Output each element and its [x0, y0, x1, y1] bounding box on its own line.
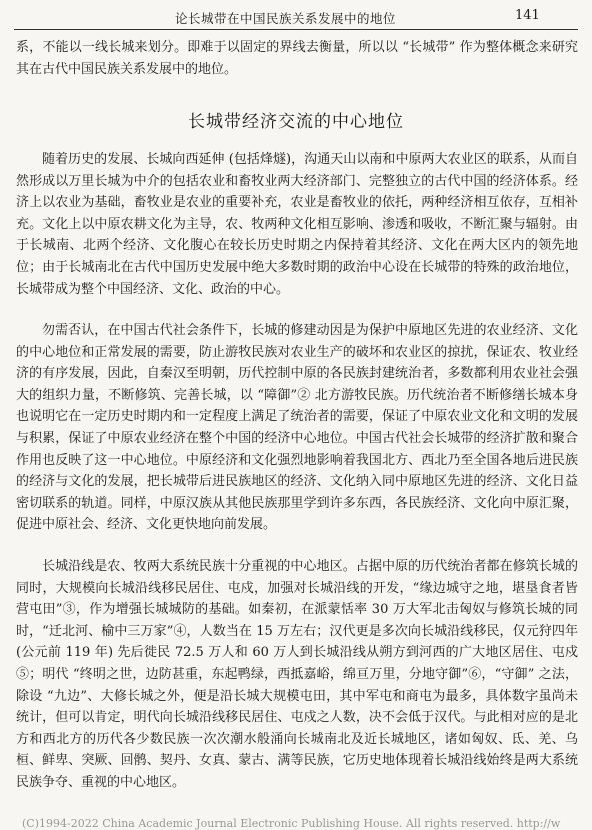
intro-paragraph: 系，不能以一线长城来划分。即难于以固定的界线去衡量，所以以 “长城带” 作为整体概念来研究其在古代中国民族关系发展中的地位。	[16, 40, 578, 77]
copyright-footer: (C)1994-2022 China Academic Journal Electronic Publishing House. All rights reserved. http://w	[22, 817, 561, 830]
page-header	[0, 0, 592, 30]
running-title: 论长城带在中国民族关系发展中的地位	[175, 11, 397, 26]
header-rule	[14, 29, 578, 30]
paragraph-1: 随着历史的发展、长城向西延伸 (包括烽燧)，沟通天山以南和中原两大农业区的联系，从而自然形成以万里长城为中介的包括农业和畜牧业两大经济部门、完整独立的古代中国的经济体系。经济上以农业为基础，畜牧业是农业的重要补充，农业是畜牧业的依托，两种经济相互依存，互相补充。文化上以中原农耕文化为主导，农、牧两种文化相互影响、渗透和吸收，不断汇聚与辐射。由于长城南、北两个经济、文化腹心在较长历史时期之内保持着其经济、文化在两大区内的领先地位；由于长城南北在古代中国历史发展中绝大多数时期的政治中心设在长城带的特殊的政治地位，长城带成为整个中国经济、文化、政治的中心。	[16, 152, 578, 297]
section-heading: 长城带经济交流的中心地位	[188, 112, 404, 132]
page-number: 141	[515, 8, 540, 23]
paragraph-3: 长城沿线是农、牧两大系统民族十分重视的中心地区。占据中原的历代统治者都在修筑长城的同时，大规模向长城沿线移民居住、屯戍，加强对长城沿线的开发，“缘边城守之地，堪垦食者皆营屯田”③，作为增强长城城防的基础。如秦初，在派蒙恬率 30 万大军北击匈奴与修筑长城的同时，“迁北河、榆中三万家”④，人数当在 15 万左右；汉代更是多次向长城沿线移民，仅元狩四年 (公元前 119 年) 先后徙民 72.5 万人和 60 万人到长城沿线从朔方到河西的广大地区居住、屯戍⑤；明代 “终明之世，边防甚重，东起鸭绿，西抵嘉峪，绵亘万里，分地守御”⑥，“守御” 之法，除设 “九边”、大修长城之外，便是沿长城大规模屯田，其中军屯和商屯为最多，具体数字虽尚未统计，但可以肯定，明代向长城沿线移民居住、屯戍之人数，决不会低于汉代。与此相对应的是北方和西北方的历代各少数民族一次次潮水般涌向长城南北及近长城地区，诸如匈奴、氐、羌、乌桓、鲜卑、突厥、回鹘、契丹、女真、蒙古、满等民族，它历史地体现着长城沿线始终是两大系统民族争夺、重视的中心地区。	[16, 559, 578, 790]
paragraph-2: 勿需否认，在中国古代社会条件下，长城的修建动因是为保护中原地区先进的农业经济、文化的中心地位和正常发展的需要，防止游牧民族对农业生产的破坏和农业区的掠扰，保证农、牧业经济的有序发展，因此，自秦汉至明朝，历代控制中原的各民族封建统治者，多数都利用农业社会强大的组织力量，不断修筑、完善长城，以 “障御”② 北方游牧民族。历代统治者不断修缮长城本身也说明它在一定历史时期内和一定程度上满足了统治者的需要，保证了中原农业文化和文明的发展与积累，保证了中原农业经济在整个中国的经济中心地位。中国古代社会长城带的经济扩散和聚合作用也反映了这一中心地位。中原经济和文化强烈地影响着我国北方、西北乃至全国各地后进民族的经济与文化的发展，把长城带后进民族地区的经济、文化纳入同中原地区先进的经济、文化日益密切联系的轨道。同样，中原汉族从其他民族那里学到许多东西，各民族经济、文化向中原汇聚，促进中原社会、经济、文化更快地向前发展。	[16, 323, 578, 533]
